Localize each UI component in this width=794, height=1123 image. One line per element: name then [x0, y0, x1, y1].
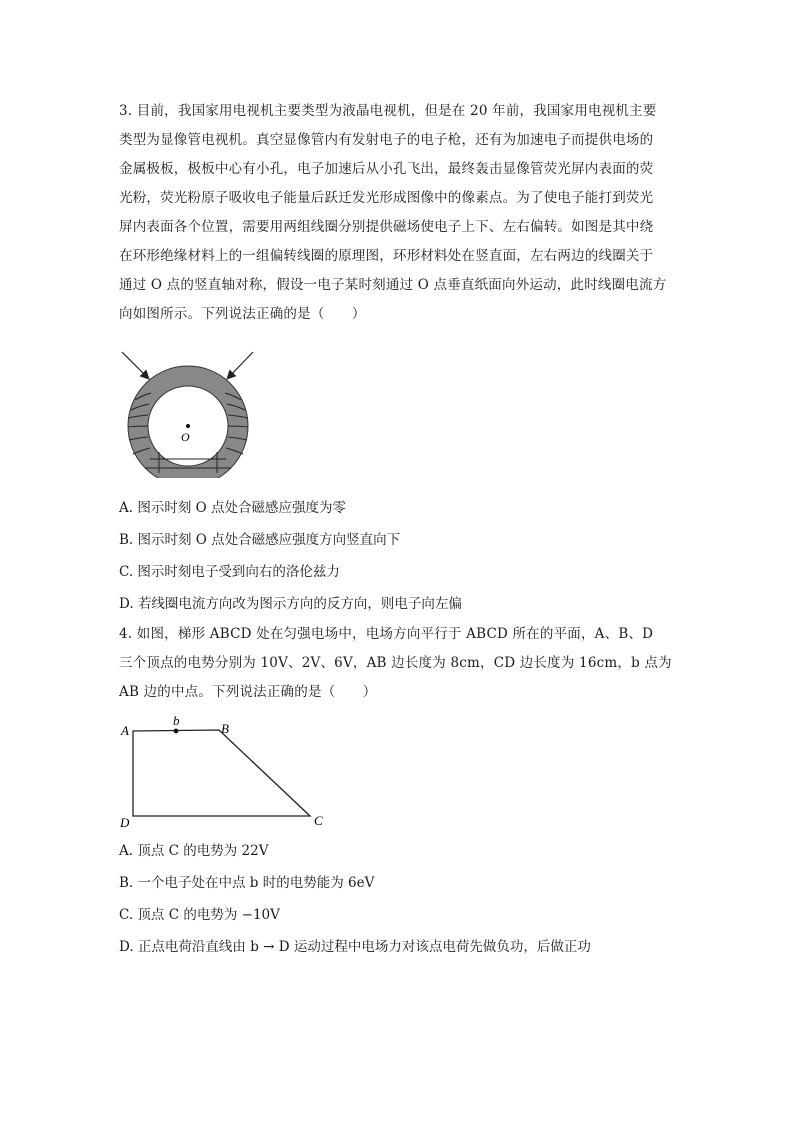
q3-line: 光粉，荧光粉原子吸收电子能量后跃迁发光形成图像中的像素点。为了使电子能打到荧光: [119, 190, 654, 206]
label-d: D: [120, 815, 130, 830]
q3-option-b[interactable]: B. 图示时刻 O 点处合磁感应强度方向竖直向下: [119, 532, 401, 548]
point-o-dot: [186, 424, 190, 428]
label-b: B: [221, 721, 229, 736]
q3-line: 类型为显像管电视机。真空显像管内有发射电子的电子枪，还有为加速电子而提供电场的: [119, 132, 654, 148]
q4-line: 4. 如图，梯形 ABCD 处在匀强电场中，电场方向平行于 ABCD 所在的平面，A、B、D: [119, 626, 654, 642]
q4-line: 三个顶点的电势分别为 10V、2V、6V，AB 边长度为 8cm，CD 边长度为 16cm，b 点为: [119, 655, 672, 671]
q3-line: 屏内表面各个位置，需要用两组线圈分别提供磁场使电子上下、左右偏转。如图是其中绕: [119, 219, 654, 235]
point-b-midpoint: [174, 729, 179, 734]
current-arrow-right: [228, 352, 253, 378]
label-c: C: [314, 813, 323, 828]
current-arrow-left: [122, 352, 148, 378]
q3-option-c[interactable]: C. 图示时刻电子受到向右的洛伦兹力: [119, 564, 340, 580]
q4-option-a[interactable]: A. 顶点 C 的电势为 22V: [119, 843, 269, 859]
q4-option-c[interactable]: C. 顶点 C 的电势为 −10V: [119, 907, 280, 923]
q3-line: 通过 O 点的竖直轴对称，假设一电子某时刻通过 O 点垂直纸面向外运动，此时线圈电流方: [119, 277, 667, 293]
point-o-label: O: [181, 430, 190, 444]
q3-line: 向如图所示。下列说法正确的是（ ）: [119, 306, 366, 322]
label-a: A: [121, 723, 129, 738]
trapezoid-figure: [115, 712, 335, 832]
trapezoid-abcd: [133, 730, 310, 816]
q3-line: 在环形绝缘材料上的一组偏转线圈的原理图，环形材料处在竖直面，左右两边的线圈关于: [119, 248, 654, 264]
question-4-stem: [119, 620, 679, 707]
q3-option-a[interactable]: A. 图示时刻 O 点处合磁感应强度为零: [119, 500, 346, 516]
q4-option-b[interactable]: B. 一个电子处在中点 b 时的电势能为 6eV: [119, 875, 375, 891]
q4-line: AB 边的中点。下列说法正确的是（ ）: [119, 684, 377, 700]
question-3-stem: [119, 97, 679, 329]
q3-line: 3. 目前，我国家用电视机主要类型为液晶电视机，但是在 20 年前，我国家用电视机主要: [119, 103, 657, 119]
q3-line: 金属极板，极板中心有小孔，电子加速后从小孔飞出，最终轰击显像管荧光屏内表面的荧: [119, 161, 654, 177]
q4-option-d[interactable]: D. 正点电荷沿直线由 b → D 运动过程中电场力对该点电荷先做负功，后做正功: [119, 939, 591, 955]
label-b-midpoint: b: [173, 713, 180, 728]
q3-option-d[interactable]: D. 若线圈电流方向改为图示方向的反方向，则电子向左偏: [119, 596, 462, 612]
deflection-coil-figure: [115, 348, 265, 478]
